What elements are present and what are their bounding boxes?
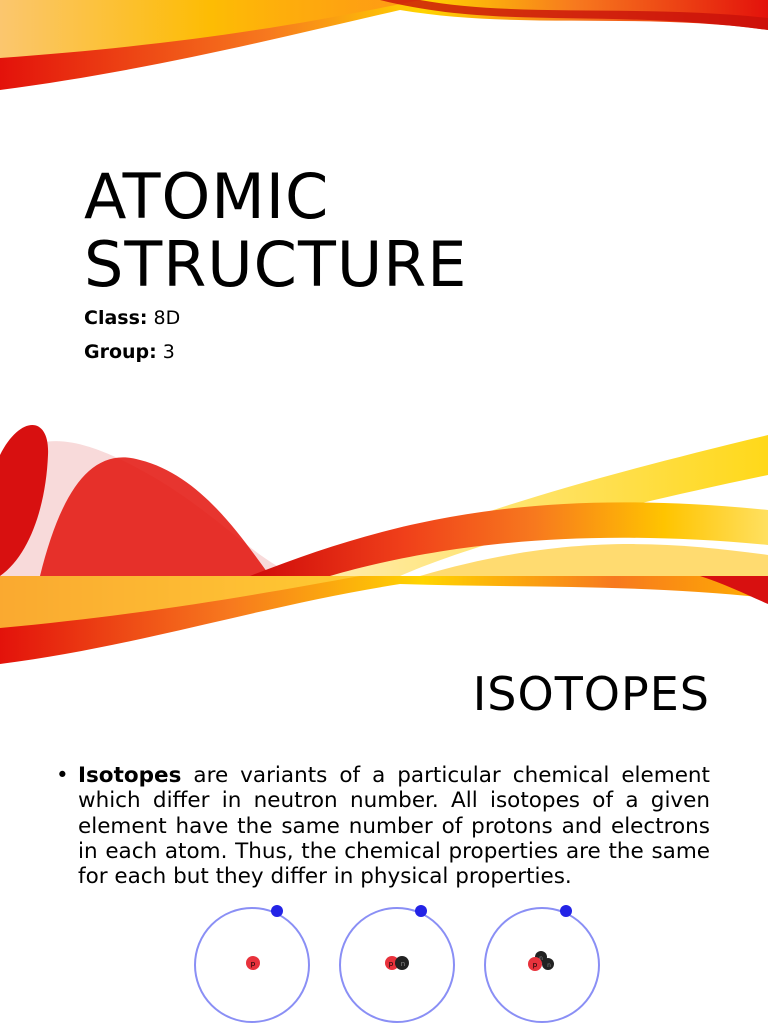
class-value: 8D [153,307,181,329]
group-value: 3 [162,341,175,363]
neutron-label: n [547,962,551,969]
class-info [84,307,180,329]
proton-label: p [388,960,394,968]
electron [560,905,572,917]
group-info [84,341,175,363]
neutron-label: n [539,955,543,962]
neutron-label: n [400,960,406,968]
bullet-term: Isotopes [78,763,182,788]
proton-label: p [250,960,256,968]
bullet-item [56,763,710,889]
top-wave-decoration [0,0,768,100]
atom-diagram-3 [485,905,599,1022]
orbit-ring [485,908,599,1022]
bottom-wave-decoration [0,415,768,576]
top-wave-decoration-2 [0,576,768,671]
bullet-text [78,763,710,889]
slide-title [84,160,468,301]
slide-heading: ISOTOPES [472,667,710,721]
bullet-body: are variants of a particular chemical element which differ in neutron number. All isotopes of a given element have the same number of protons and electrons in each atom. Thus, the chemical properties are the same for each but they differ in physical properties. [78,763,710,890]
bullet-dot: • [56,763,69,788]
proton-label: p [532,961,538,969]
class-label: Class: [84,307,148,329]
group-label: Group: [84,341,157,363]
atom-diagram-1 [195,905,309,1022]
title-line-1: ATOMIC [84,160,330,233]
isotope-atom-diagrams [0,901,768,1024]
isotopes-slide [0,576,768,1024]
electron [271,905,283,917]
title-line-2: STRUCTURE [84,228,468,301]
atom-diagram-2 [340,905,454,1022]
electron [415,905,427,917]
